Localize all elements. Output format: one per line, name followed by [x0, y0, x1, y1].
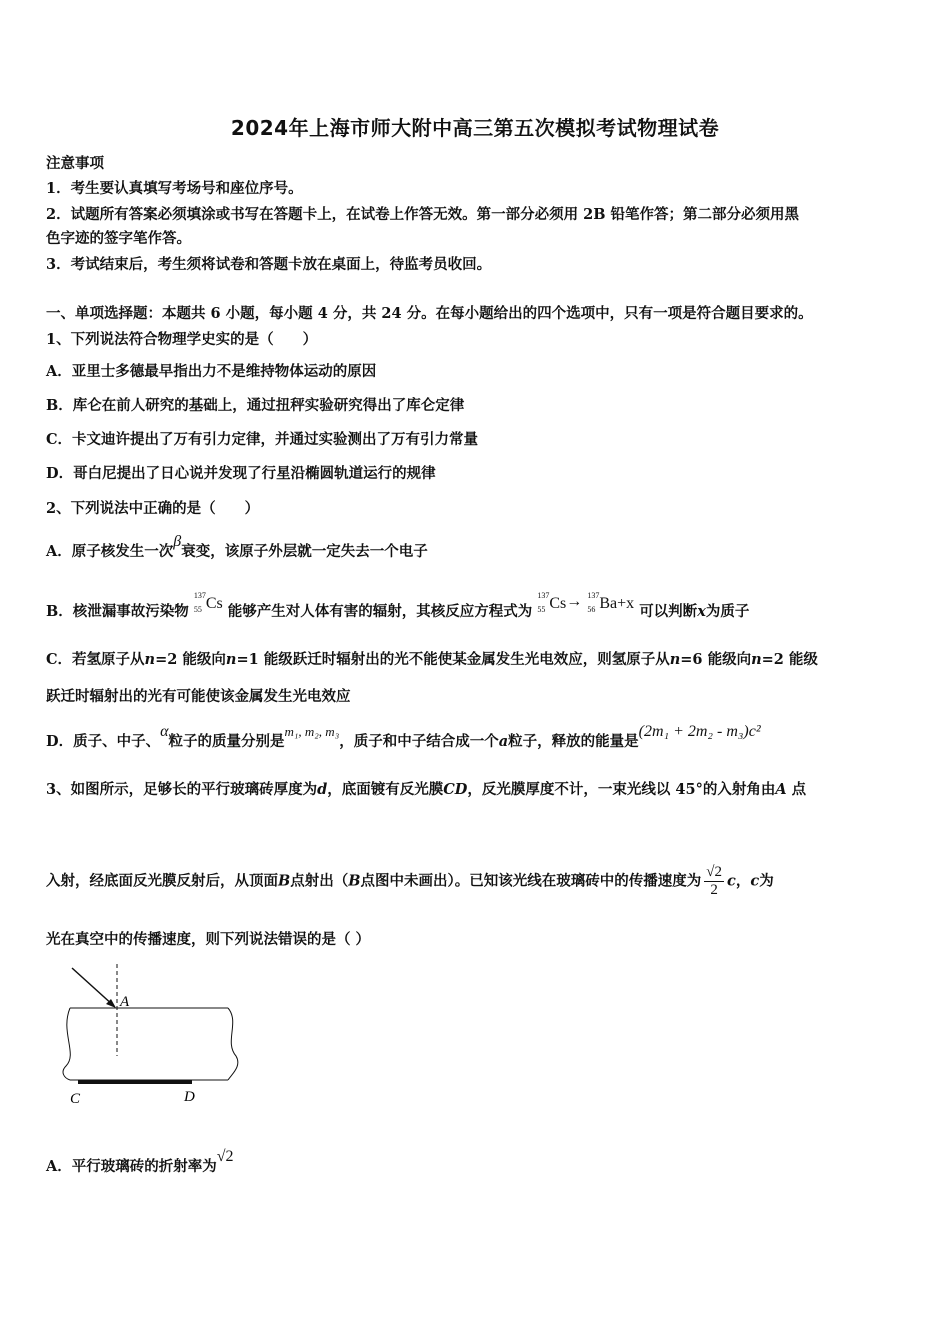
- q2-option-d: [46, 723, 761, 751]
- q1-option-d: D．哥白尼提出了日心说并发现了行星沿椭圆轨道运行的规律: [46, 465, 436, 482]
- q1-option-a: A．亚里士多德最早指出力不是维持物体运动的原因: [46, 363, 377, 380]
- cs-symbol: Cs: [205, 595, 223, 612]
- section-heading: 一、单项选择题：本题共 6 小题，每小题 4 分，共 24 分。在每小题给出的四个选项中，只有一项是符合题目要求的。: [46, 305, 813, 322]
- q2d-text-mid2: ，质子和中子结合成一个: [339, 733, 499, 750]
- q3-l1-a: 3、如图所示，足够长的平行玻璃砖厚度为: [46, 781, 318, 798]
- ba-z: 56: [587, 605, 596, 614]
- cs-z-eq: 55: [537, 605, 546, 614]
- q2b-text-pre: B．核泄漏事故污染物: [46, 603, 189, 620]
- refractive-index-value: √2: [216, 1148, 234, 1165]
- q2-option-b: [46, 591, 750, 621]
- ba-mass: 137: [587, 591, 600, 600]
- slab-right-break: [228, 1008, 238, 1080]
- q3-stem-line1: [46, 778, 806, 799]
- notice-item-2b: 色字迹的签字笔作答。: [46, 230, 191, 247]
- q2b-text-post1: 可以判断: [639, 603, 698, 620]
- a-point-var: A: [775, 781, 787, 798]
- q2-stem: 2、下列说法中正确的是（ ）: [46, 500, 260, 517]
- glass-slab-diagram: [50, 962, 250, 1112]
- q2c-part-b: =2 能级向: [155, 651, 226, 668]
- q3-stem-line2: [46, 864, 774, 899]
- q3-l2-a: 入射，经底面反光膜反射后，从顶面: [46, 872, 278, 890]
- mass-symbols: m₁, m₂, m₃: [284, 724, 340, 739]
- page-title: 2024年上海市师大附中高三第五次模拟考试物理试卷: [230, 116, 720, 140]
- q2-option-c-line2: 跃迁时辐射出的光有可能使该金属发生光电效应: [46, 688, 351, 705]
- label-a: A: [120, 994, 130, 1010]
- c-var: c: [727, 872, 736, 890]
- ba-nuclide: [587, 591, 635, 621]
- q3-l1-e: 点: [786, 781, 807, 798]
- notice-item-2a: 2．试题所有答案必须填涂或书写在答题卡上，在试卷上作答无效。第一部分必须用 2B 铅笔作答；第二部分必须用黑: [46, 206, 800, 223]
- q2a-text-post: 衰变，该原子外层就一定失去一个电子: [181, 543, 428, 560]
- cd-var: CD: [443, 781, 468, 798]
- n-var-4: n: [751, 651, 762, 668]
- q2d-text-mid3: 粒子，释放的能量是: [508, 733, 639, 750]
- q1-option-b: B．库仑在前人研究的基础上，通过扭秤实验研究得出了库仑定律: [46, 397, 465, 414]
- q3-l2-d: ，: [735, 872, 751, 890]
- c-var-2: c: [750, 872, 760, 890]
- q2c-part-c: =1 能级跃迁时辐射出的光不能使某金属发生光电效应，则氢原子从: [236, 651, 670, 668]
- label-d: D: [184, 1089, 195, 1105]
- q2b-text-post2: 为质子: [705, 603, 750, 620]
- q2d-text-pre: D．质子、中子、: [46, 733, 161, 750]
- notice-item-1: 1．考生要认真填写考场号和座位序号。: [46, 180, 303, 197]
- cs-z: 55: [193, 605, 202, 614]
- q2d-text-mid1: 粒子的质量分别是: [168, 733, 285, 750]
- fraction-denominator: 2: [710, 882, 718, 898]
- ba-symbol: Ba+x: [599, 595, 635, 612]
- n-var-2: n: [225, 651, 237, 668]
- q2a-text-pre: A．原子核发生一次: [46, 543, 174, 560]
- q3-l2-b: 点射出（: [290, 872, 349, 890]
- a-particle-var: a: [498, 733, 509, 750]
- notice-heading: 注意事项: [46, 155, 104, 172]
- n-var-1: n: [144, 651, 156, 668]
- fraction-numerator: √2: [706, 864, 723, 880]
- q2c-part-a: C．若氢原子从: [46, 651, 145, 668]
- q3-option-a: [46, 1148, 234, 1176]
- q1-option-c: C．卡文迪许提出了万有引力定律，并通过实验测出了万有引力常量: [46, 431, 479, 448]
- q3-l1-b: ，底面镀有反光膜: [327, 781, 444, 798]
- q2-option-a: [46, 533, 428, 561]
- d-var: d: [317, 781, 328, 798]
- x-variable: x: [697, 603, 706, 620]
- q3-l2-c: 点图中未画出）。已知该光线在玻璃砖中的传播速度为: [360, 872, 702, 890]
- cs-nuclide-eq: [537, 591, 567, 621]
- q3-l2-e: 为: [759, 872, 774, 890]
- cs-mass: 137: [193, 591, 206, 600]
- q1-stem: 1、下列说法符合物理学史实的是（ ）: [46, 331, 318, 348]
- n-var-3: n: [669, 651, 681, 668]
- cs-mass-eq: 137: [537, 591, 550, 600]
- b-point-var: B: [278, 872, 291, 890]
- cs-symbol-eq: Cs: [549, 595, 567, 612]
- q3a-text: A．平行玻璃砖的折射率为: [46, 1158, 217, 1175]
- beta-symbol: β: [173, 533, 182, 550]
- q2c-part-d: =6 能级向: [680, 651, 752, 668]
- q2c-part-e: =2 能级: [761, 651, 818, 668]
- b-point-var-2: B: [348, 872, 361, 890]
- q3-stem-line3: 光在真空中的传播速度，则下列说法错误的是（ ）: [46, 931, 371, 948]
- label-c: C: [70, 1091, 81, 1107]
- notice-item-3: 3．考试结束后，考生须将试卷和答题卡放在桌面上，待监考员收回。: [46, 256, 492, 273]
- cs-nuclide: [193, 591, 223, 621]
- q3-l1-c: ，反光膜厚度不计，一束光线以 45°的入射角由: [467, 781, 776, 798]
- energy-formula: (2m₁ + 2m₂ - m₃)c²: [638, 723, 761, 740]
- incident-ray: [72, 968, 114, 1006]
- q2-option-c-line1: [46, 648, 818, 669]
- arrow-symbol: →: [566, 593, 583, 610]
- slab-left-break: [63, 1008, 70, 1080]
- q2b-text-mid: 能够产生对人体有害的辐射，其核反应方程式为: [227, 603, 533, 620]
- alpha-symbol: α: [160, 723, 169, 740]
- speed-fraction: [704, 864, 724, 899]
